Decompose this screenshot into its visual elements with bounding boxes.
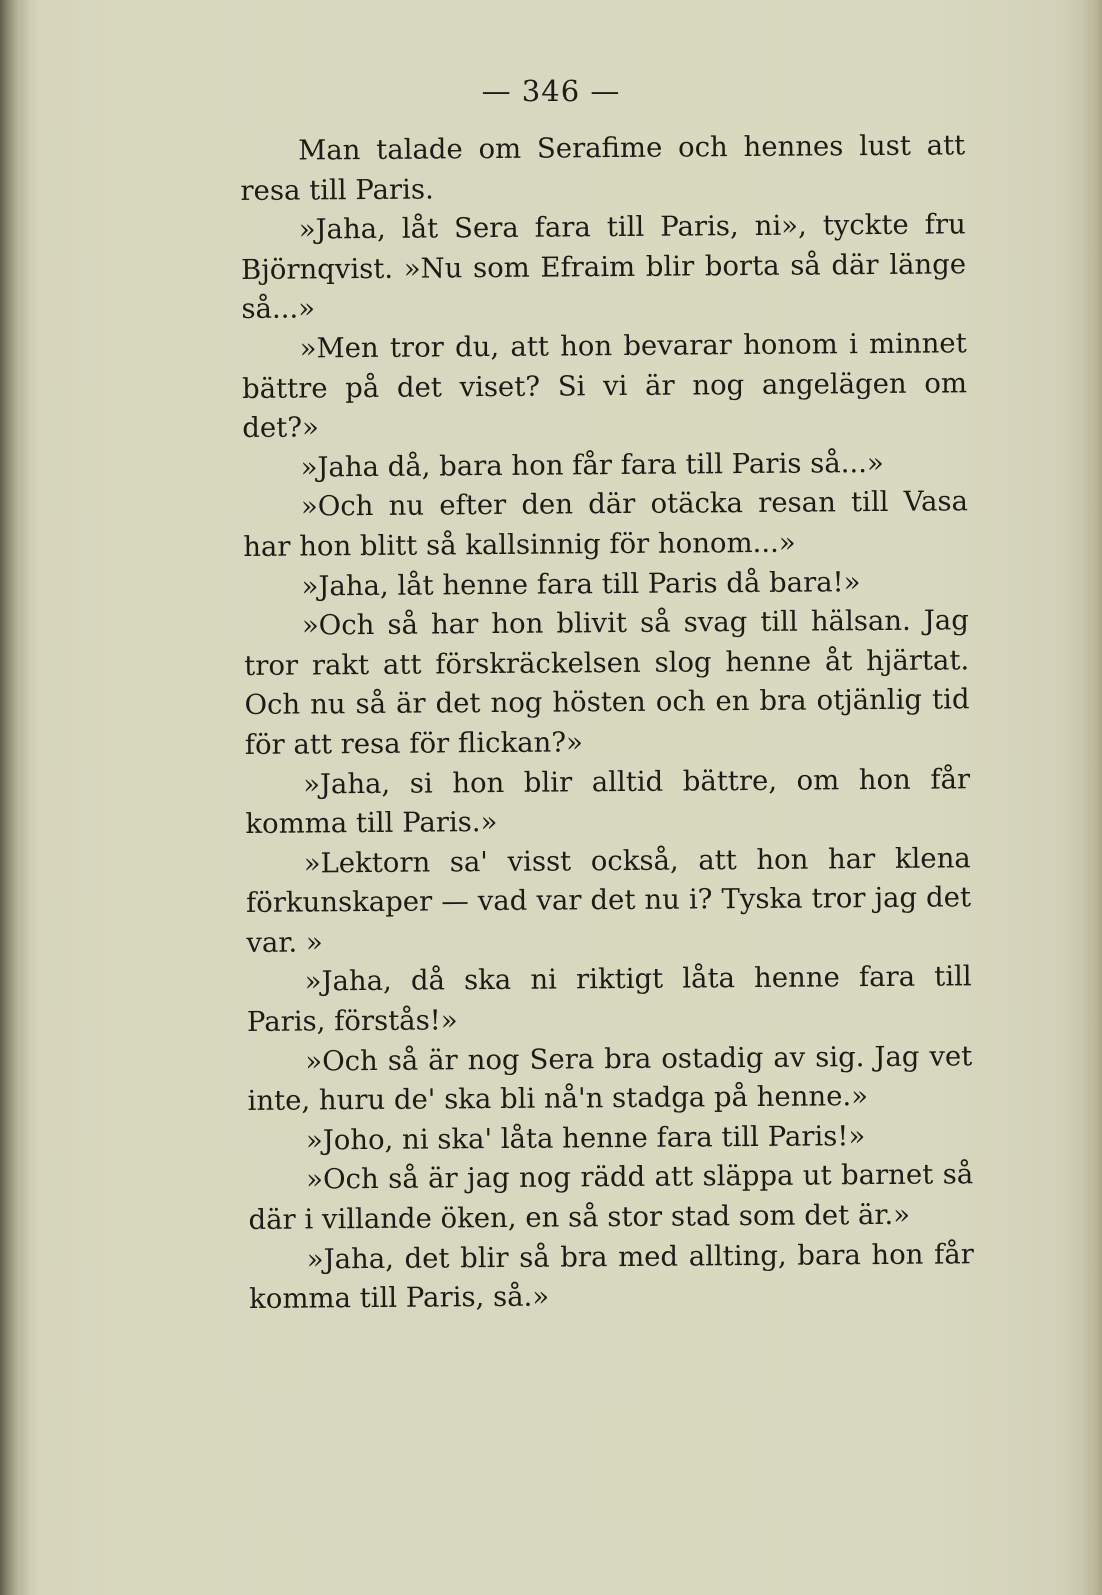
paragraph: »Och så är nog Sera bra ostadig av sig. Jag vet inte, huru de' ska bli nå'n stadga på henne.» <box>247 1039 973 1118</box>
paragraph: »Och nu efter den där otäcka resan till Vasa har hon blitt så kallsinnig för honom...» <box>243 485 969 563</box>
page-number: — 346 — <box>481 74 621 108</box>
paragraph: Man talade om Serafime och hennes lust att resa till Paris. <box>240 129 966 207</box>
page-edge-shadow <box>1082 0 1102 1595</box>
paragraph: »Men tror du, att hon bevarar honom i minnet bättre på det viset? Si vi är nog angelägen om det?» <box>241 327 968 445</box>
page-gutter-shadow <box>0 0 30 1595</box>
paragraph: »Jaha, då ska ni riktigt låta henne fara till Paris, förstås!» <box>246 960 972 1039</box>
body-text <box>240 126 974 1319</box>
paragraph: »Och så är jag nog rädd att släppa ut barnet så där i villande öken, en så stor stad som det är.» <box>248 1158 974 1236</box>
paragraph: »Jaha, si hon blir alltid bättre, om hon får komma till Paris.» <box>245 762 971 841</box>
paragraph: »Jaha, låt Sera fara till Paris, ni», tyckte fru Björnqvist. »Nu som Efraim blir borta så där länge så...» <box>240 208 967 326</box>
paragraph: »Jaha då, bara hon får fara till Paris så...» <box>300 446 884 484</box>
paragraph: »Jaha, det blir så bra med allting, bara hon får komma till Paris, så.» <box>249 1237 974 1316</box>
paragraph: »Joho, ni ska' låta henne fara till Paris!» <box>305 1119 866 1157</box>
paragraph: »Lektorn sa' visst också, att hon har klena förkunskaper — vad var det nu i? Tyska tror jag det var. » <box>245 841 972 959</box>
paragraph: »Och så har hon blivit så svag till hälsan. Jag tror rakt att förskräckelsen slog henne åt hjärtat. Och nu så är det nog hösten och en bra otjänlig tid för att resa för flickan?» <box>244 604 970 761</box>
paragraph: »Jaha, låt henne fara till Paris då bara!» <box>301 565 861 603</box>
